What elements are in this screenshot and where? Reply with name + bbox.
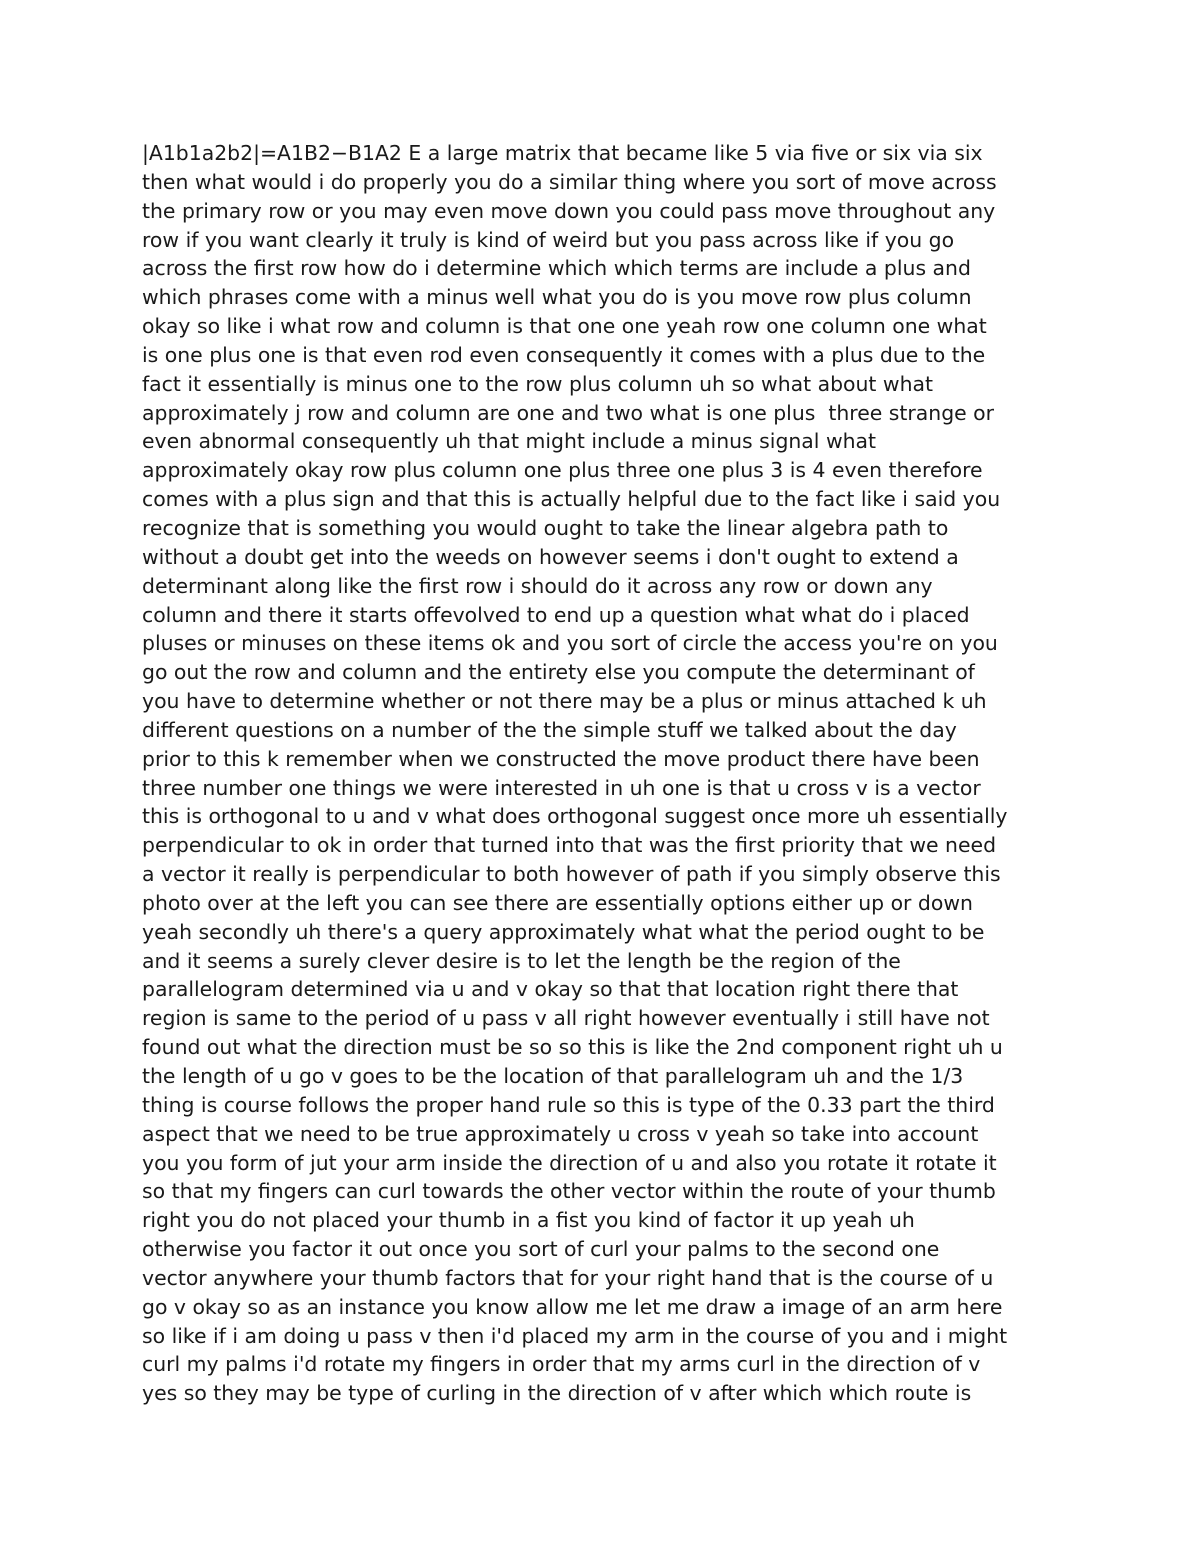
text-line: perpendicular to ok in order that turned into that was the first priority that we need xyxy=(142,833,997,858)
text-line: row if you want clearly it truly is kind of weird but you pass across like if you go xyxy=(142,227,955,252)
body-text xyxy=(142,139,1072,1408)
text-line: go out the row and column and the entirety else you compute the determinant of xyxy=(142,660,975,685)
text-line: |A1b1a2b2|=A1B2−B1A2 E a large matrix that became like 5 via five or six via six xyxy=(142,141,983,165)
text-line: found out what the direction must be so so this is like the 2nd component right uh u xyxy=(142,1035,1003,1060)
text-line: yes so they may be type of curling in the direction of v after which which route is xyxy=(142,1381,972,1406)
text-line: parallelogram determined via u and v okay so that that location right there that xyxy=(142,977,959,1002)
text-line: even abnormal consequently uh that might include a minus signal what xyxy=(142,429,877,454)
text-line: aspect that we need to be true approximately u cross v yeah so take into account xyxy=(142,1121,979,1146)
text-line: this is orthogonal to u and v what does orthogonal suggest once more uh essentially xyxy=(142,804,1008,829)
text-line: yeah secondly uh there's a query approximately what what the period ought to be xyxy=(142,919,985,944)
text-line: otherwise you factor it out once you sort of curl your palms to the second one xyxy=(142,1237,940,1262)
text-line: pluses or minuses on these items ok and you sort of circle the access you're on you xyxy=(142,631,998,656)
text-line: curl my palms i'd rotate my fingers in order that my arms curl in the direction of v xyxy=(142,1352,981,1377)
text-line: a vector it really is perpendicular to both however of path if you simply observe this xyxy=(142,862,1001,887)
text-line: three number one things we were interested in uh one is that u cross v is a vector xyxy=(142,775,981,800)
text-line: approximately j row and column are one and two what is one plus three strange or xyxy=(142,400,995,425)
text-line: column and there it starts offevolved to end up a question what what do i placed xyxy=(142,602,970,627)
text-line: thing is course follows the proper hand rule so this is type of the 0.33 part the third xyxy=(142,1092,995,1117)
text-line: photo over at the left you can see there are essentially options either up or down xyxy=(142,890,973,915)
text-line: the primary row or you may even move down you could pass move throughout any xyxy=(142,198,996,223)
text-line: okay so like i what row and column is that one one yeah row one column one what xyxy=(142,314,987,339)
text-line: the length of u go v goes to be the location of that parallelogram uh and the 1/3 xyxy=(142,1064,964,1088)
text-line: you you form of jut your arm inside the direction of u and also you rotate it rotate it xyxy=(142,1150,997,1175)
text-line: vector anywhere your thumb factors that for your right hand that is the course of u xyxy=(142,1265,994,1290)
text-line: fact it essentially is minus one to the row plus column uh so what about what xyxy=(142,371,934,396)
text-line: which phrases come with a minus well what you do is you move row plus column xyxy=(142,285,972,310)
text-line: determinant along like the first row i should do it across any row or down any xyxy=(142,573,933,598)
text-line: prior to this k remember when we constructed the move product there have been xyxy=(142,746,980,771)
text-line: and it seems a surely clever desire is to let the length be the region of the xyxy=(142,948,901,973)
text-line: go v okay so as an instance you know allow me let me draw a image of an arm here xyxy=(142,1294,1003,1319)
text-line: recognize that is something you would ought to take the linear algebra path to xyxy=(142,515,949,540)
text-line: you have to determine whether or not there may be a plus or minus attached k uh xyxy=(142,689,987,714)
text-line: comes with a plus sign and that this is actually helpful due to the fact like i said you xyxy=(142,487,1001,512)
text-line: region is same to the period of u pass v all right however eventually i still have not xyxy=(142,1006,990,1031)
text-line: so that my fingers can curl towards the other vector within the route of your thumb xyxy=(142,1179,996,1204)
text-line: so like if i am doing u pass v then i'd placed my arm in the course of you and i might xyxy=(142,1323,1008,1348)
text-line: approximately okay row plus column one plus three one plus 3 is 4 even therefore xyxy=(142,458,983,483)
text-line: right you do not placed your thumb in a fist you kind of factor it up yeah uh xyxy=(142,1208,915,1233)
text-line: different questions on a number of the the simple stuff we talked about the day xyxy=(142,717,957,742)
text-line: across the first row how do i determine which which terms are include a plus and xyxy=(142,256,971,281)
text-line: without a doubt get into the weeds on however seems i don't ought to extend a xyxy=(142,544,959,569)
text-line: is one plus one is that even rod even consequently it comes with a plus due to the xyxy=(142,342,986,367)
text-line: then what would i do properly you do a similar thing where you sort of move across xyxy=(142,169,997,194)
